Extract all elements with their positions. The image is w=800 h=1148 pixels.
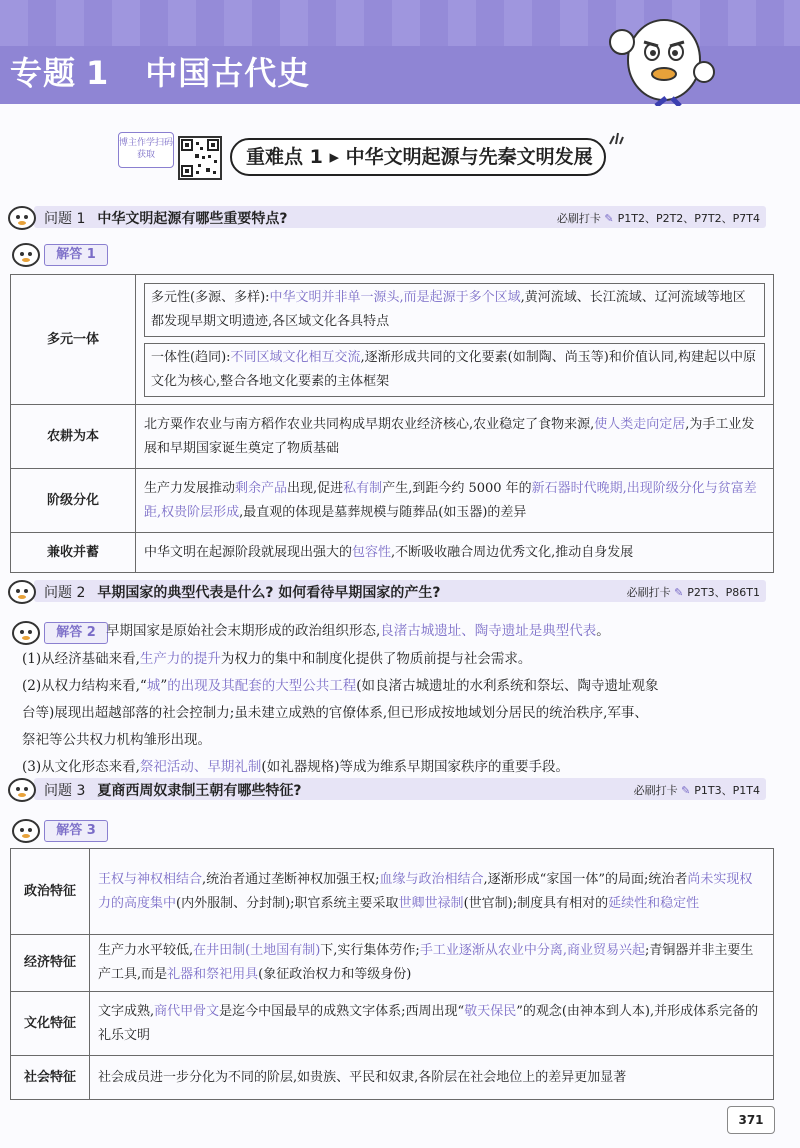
text-run: 。 (596, 623, 610, 639)
text-run: 台等)展现出超越部落的社会控制力;虽未建立成熟的官僚体系,但已形成按地域划分居民的统治秩序,军事、 (22, 705, 648, 721)
practice-ref[interactable] (627, 584, 760, 600)
practice-ref[interactable] (634, 782, 760, 798)
table-row (11, 992, 774, 1056)
table-row (11, 935, 774, 992)
highlight-text: 的出现及其配套的大型公共工程 (167, 678, 357, 694)
page-number: 371 (727, 1106, 775, 1134)
text-run: ,为手工业发展和早期国家诞生奠定了物质基础 (144, 416, 755, 456)
text-run: (内外服制、分封制);职官系统主要采取 (176, 895, 399, 911)
highlight-text: 生产力的提升 (139, 651, 221, 667)
row-header: 社会特征 (11, 1056, 90, 1100)
answer-1-table (10, 274, 774, 573)
text-run: (2)从权力结构来看,“ (22, 678, 147, 694)
row-header: 文化特征 (11, 992, 90, 1056)
question-3-bar (6, 776, 766, 802)
text-run: (如良渚古城遗址的水利系统和祭坛、陶寺遗址观象 (356, 678, 659, 694)
highlight-text: 中华文明并非单一源头,而是起源于多个区域 (269, 289, 521, 305)
row-content (136, 275, 774, 405)
answer-line (22, 700, 778, 727)
text-run: ” (160, 678, 168, 694)
text-run: 生产力水平较低, (98, 943, 194, 958)
row-content (90, 1056, 774, 1100)
highlight-text: 使人类走向定居 (594, 416, 686, 432)
row-content (136, 469, 774, 533)
table-row (11, 849, 774, 935)
question-2-bar (6, 578, 766, 604)
text-run: 文字成熟, (98, 1003, 155, 1019)
highlight-text: 良渚古城遗址、陶寺遗址是典型代表 (380, 623, 597, 639)
mascot-head-icon (6, 204, 40, 230)
practice-refs: P1T3、P1T4 (694, 784, 760, 797)
question-title (44, 582, 440, 602)
cell-text (144, 477, 765, 525)
chapter-label: 专题 (10, 54, 77, 92)
question-number: 问题 3 (44, 783, 86, 799)
answer-2-label (10, 618, 120, 644)
mascot-head-icon (6, 776, 40, 802)
row-header: 兼收并蓄 (11, 533, 136, 573)
cell-text (98, 1000, 765, 1048)
question-text: 早期国家的典型代表是什么? 如何看待早期国家的产生? (97, 585, 441, 601)
highlight-text: 敬天保民 (464, 1003, 517, 1019)
question-number: 问题 1 (44, 211, 86, 227)
practice-label: 必刷打卡 (556, 212, 601, 225)
text-run: 多元性(多源、多样): (151, 289, 270, 305)
question-title (44, 780, 301, 800)
table-row (11, 533, 774, 573)
text-run: 祭祀等公共权力机构雏形出现。 (22, 732, 211, 748)
highlight-text: 剩余产品 (235, 480, 288, 496)
cell-text (144, 413, 765, 461)
text-run: 为权力的集中和制度化提供了物质前提与社会需求。 (220, 651, 532, 667)
mascot-head-icon (10, 618, 46, 646)
table-row (11, 469, 774, 533)
text-run: 社会成员进一步分化为不同的阶层,如贵族、平民和奴隶,各阶层在社会地位上的差异更加显著 (98, 1069, 627, 1085)
highlight-text: 包容性 (352, 544, 392, 560)
highlight-text: 尚未实现权力的高度集中 (98, 871, 753, 911)
answer-label: 解答 1 (44, 244, 108, 266)
answer-label: 解答 3 (44, 820, 108, 842)
practice-refs: P1T2、P2T2、P7T2、P7T4 (617, 212, 760, 225)
question-1-bar (6, 204, 766, 230)
cell-text (98, 939, 765, 987)
question-text: 夏商西周奴隶制王朝有哪些特征? (97, 783, 302, 799)
row-content (90, 992, 774, 1056)
row-header: 农耕为本 (11, 405, 136, 469)
mascot-head-icon (10, 816, 46, 844)
table-row (11, 275, 774, 405)
practice-refs: P2T3、P86T1 (687, 586, 760, 599)
answer-1-label (10, 240, 120, 266)
text-run: ”的观念(由神本到人本),并形成体系完备的礼乐文明 (98, 1003, 759, 1043)
practice-label: 必刷打卡 (633, 784, 678, 797)
highlight-text: 不同区域文化相互交流 (230, 349, 361, 365)
highlight-text: 在井田制(土地国有制) (193, 943, 321, 958)
pencil-icon: ✎ (681, 784, 691, 797)
table-row (11, 405, 774, 469)
highlight-text: 手工业逐渐从农业中分离,商业贸易兴起 (419, 943, 645, 958)
cell-text (98, 868, 765, 916)
pencil-icon: ✎ (674, 586, 684, 599)
row-content (136, 533, 774, 573)
highlight-text: 延续性和稳定性 (608, 895, 700, 911)
qr-code-icon[interactable] (178, 136, 222, 180)
highlight-text: 王权与神权相结合 (98, 871, 203, 887)
highlight-text: 血缘与政治相结合 (379, 871, 484, 887)
row-header: 多元一体 (11, 275, 136, 405)
answer-line (22, 673, 778, 700)
text-run: (如礼器规格)等成为维系早期国家秩序的重要手段。 (261, 759, 569, 775)
table-row (11, 1056, 774, 1100)
question-text: 中华文明起源有哪些重要特点? (97, 211, 288, 227)
practice-label: 必刷打卡 (626, 586, 671, 599)
text-run: 产生,到距今约 5000 年的 (382, 480, 532, 496)
text-run: ,最直观的体现是墓葬规模与随葬品(如玉器)的差异 (239, 504, 527, 520)
row-header: 经济特征 (11, 935, 90, 992)
text-run: 北方粟作农业与南方稻作农业共同构成早期农业经济核心,农业稳定了食物来源, (144, 416, 595, 432)
cell-text (144, 283, 765, 337)
highlight-text: 祭祀活动、早期礼制 (139, 759, 262, 775)
chapter-title: 中国古代史 (145, 54, 311, 92)
text-run: 是迄今中国最早的成熟文字体系;西周出现“ (219, 1003, 465, 1019)
text-run: (1)从经济基础来看, (22, 651, 140, 667)
question-number: 问题 2 (44, 585, 86, 601)
text-run: ,不断吸收融合周边优秀文化,推动自身发展 (391, 544, 634, 560)
text-run: ,逐渐形成“家国一体”的局面;统治者 (483, 871, 688, 887)
text-run: (3)从文化形态来看, (22, 759, 140, 775)
text-run: ;青铜器并非主要生产工具,而是 (98, 943, 754, 982)
keypoint-title: 重难点 1 ▸ 中华文明起源与先秦文明发展 (230, 138, 606, 176)
highlight-text: 新石器时代晚期,出现阶级分化与贫富差距,权贵阶层形成 (144, 480, 757, 520)
row-content (90, 849, 774, 935)
practice-ref[interactable] (557, 210, 760, 226)
sparkle-icon (608, 132, 624, 146)
text-run: 中华文明在起源阶段就展现出强大的 (144, 544, 353, 560)
chapter-heading (10, 48, 310, 94)
text-run: ,黄河流域、长江流域、辽河流域等地区都发现早期文明遗迹,各区域文化各具特点 (151, 289, 746, 329)
text-run: 下,实行集体劳作; (320, 943, 420, 958)
row-header: 政治特征 (11, 849, 90, 935)
text-run: 早期国家是原始社会末期形成的政治组织形态, (106, 623, 381, 639)
answer-line (22, 646, 778, 673)
answer-3-label (10, 816, 120, 842)
text-run: ,逐渐形成共同的文化要素(如制陶、尚玉等)和价值认同,构建起以中原文化为核心,整合各地文化要素的主体框架 (151, 349, 756, 389)
answer-3-table (10, 848, 774, 1100)
answer-line (106, 618, 778, 645)
highlight-text: 私有制 (343, 480, 383, 496)
highlight-text: 城 (146, 678, 161, 694)
mascot-head-icon (6, 578, 40, 604)
cell-text (144, 541, 765, 565)
row-content (136, 405, 774, 469)
text-run: 一体性(趋同): (151, 349, 231, 365)
cell-text (144, 343, 765, 397)
text-run: (象征政治权力和等级身份) (258, 967, 412, 982)
text-run: (世官制);制度具有相对的 (463, 895, 609, 911)
text-run: 生产力发展推动 (144, 480, 236, 496)
text-run: ,统治者通过垄断神权加强王权; (202, 871, 380, 887)
chapter-number: 1 (86, 54, 110, 92)
cell-text (98, 1066, 765, 1090)
answer-label: 解答 2 (44, 622, 108, 644)
keypoint-banner (118, 132, 618, 180)
mascot-icon (606, 2, 716, 106)
highlight-text: 商代甲骨文 (154, 1003, 220, 1019)
pencil-icon: ✎ (604, 212, 614, 225)
text-run: 出现,促进 (287, 480, 344, 496)
answer-line (22, 727, 778, 754)
mascot-head-icon (10, 240, 46, 268)
highlight-text: 礼器和祭祀用具 (167, 967, 259, 982)
row-header: 阶级分化 (11, 469, 136, 533)
highlight-text: 世卿世禄制 (398, 895, 464, 911)
question-title (44, 208, 287, 228)
scan-tag: 博主作学扫码获取 (118, 132, 174, 168)
row-content (90, 935, 774, 992)
